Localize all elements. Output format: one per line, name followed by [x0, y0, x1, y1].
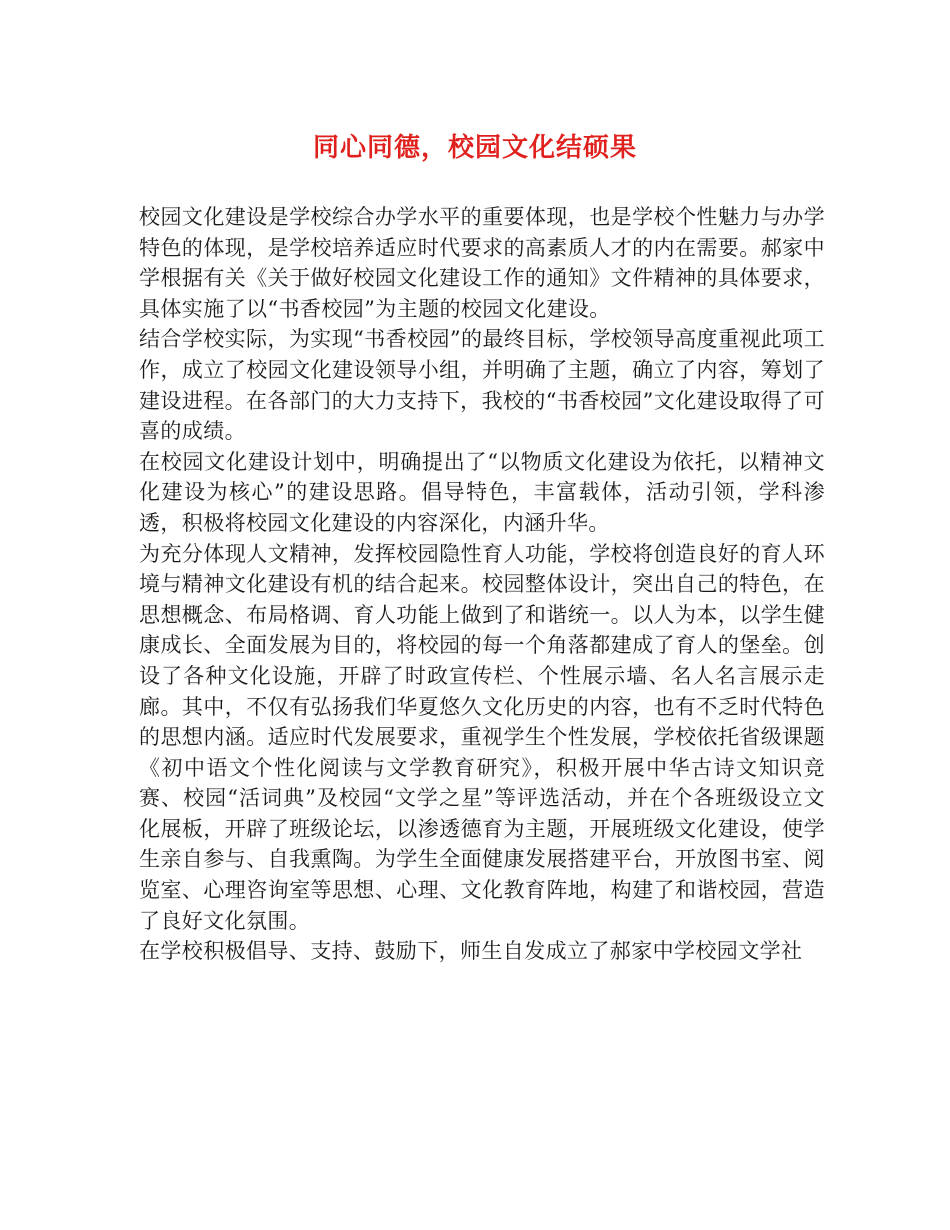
paragraph-1: 校园文化建设是学校综合办学水平的重要体现，也是学校个性魅力与办学特色的体现，是学校培养适应时代要求的高素质人才的内在需要。郝家中学根据有关《关于做好校园文化建设工作的通知》文件精神的具体要求，具体实施了以“书香校园”为主题的校园文化建设。: [139, 205, 825, 321]
paragraph-2: 结合学校实际，为实现“书香校园”的最终目标，学校领导高度重视此项工作，成立了校园文化建设领导小组，并明确了主题，确立了内容，筹划了建设进程。在各部门的大力支持下，我校的“书香校园”文化建设取得了可喜的成绩。: [139, 327, 825, 444]
document-title: 同心同德，校园文化结硕果: [312, 133, 637, 163]
paragraph-4: 为充分体现人文精神，发挥校园隐性育人功能，学校将创造良好的育人环境与精神文化建设有机的结合起来。校园整体设计，突出自己的特色，在思想概念、布局格调、育人功能上做到了和谐统一。以人为本，以学生健康成长、全面发展为目的，将校园的每一个角落都建成了育人的堡垒。创设了各种文化设施，开辟了时政宣传栏、个性展示墙、名人名言展示走廊。其中，不仅有弘扬我们华夏悠久文化历史的内容，也有不乏时代特色的思想内涵。适应时代发展要求，重视学生个性发展，学校依托省级课题《初中语文个性化阅读与文学教育研究》，积极开展中华古诗文知识竞赛、校园“活词典”及校园“文学之星”等评选活动，并在个各班级设立文化展板，开辟了班级论坛，以渗透德育为主题，开展班级文化建设，使学生亲自参与、自我熏陶。为学生全面健康发展搭建平台，开放图书室、阅览室、心理咨询室等思想、心理、文化教育阵地，构建了和谐校园，营造了良好文化氛围。: [139, 541, 825, 933]
paragraph-5: 在学校积极倡导、支持、鼓励下，师生自发成立了郝家中学校园文学社: [139, 939, 803, 964]
document-body: [139, 202, 825, 967]
paragraph-3: 在校园文化建设计划中，明确提出了“以物质文化建设为依托，以精神文化建设为核心”的建设思路。倡导特色，丰富载体，活动引领，学科渗透，积极将校园文化建设的内容深化，内涵升华。: [139, 449, 825, 535]
